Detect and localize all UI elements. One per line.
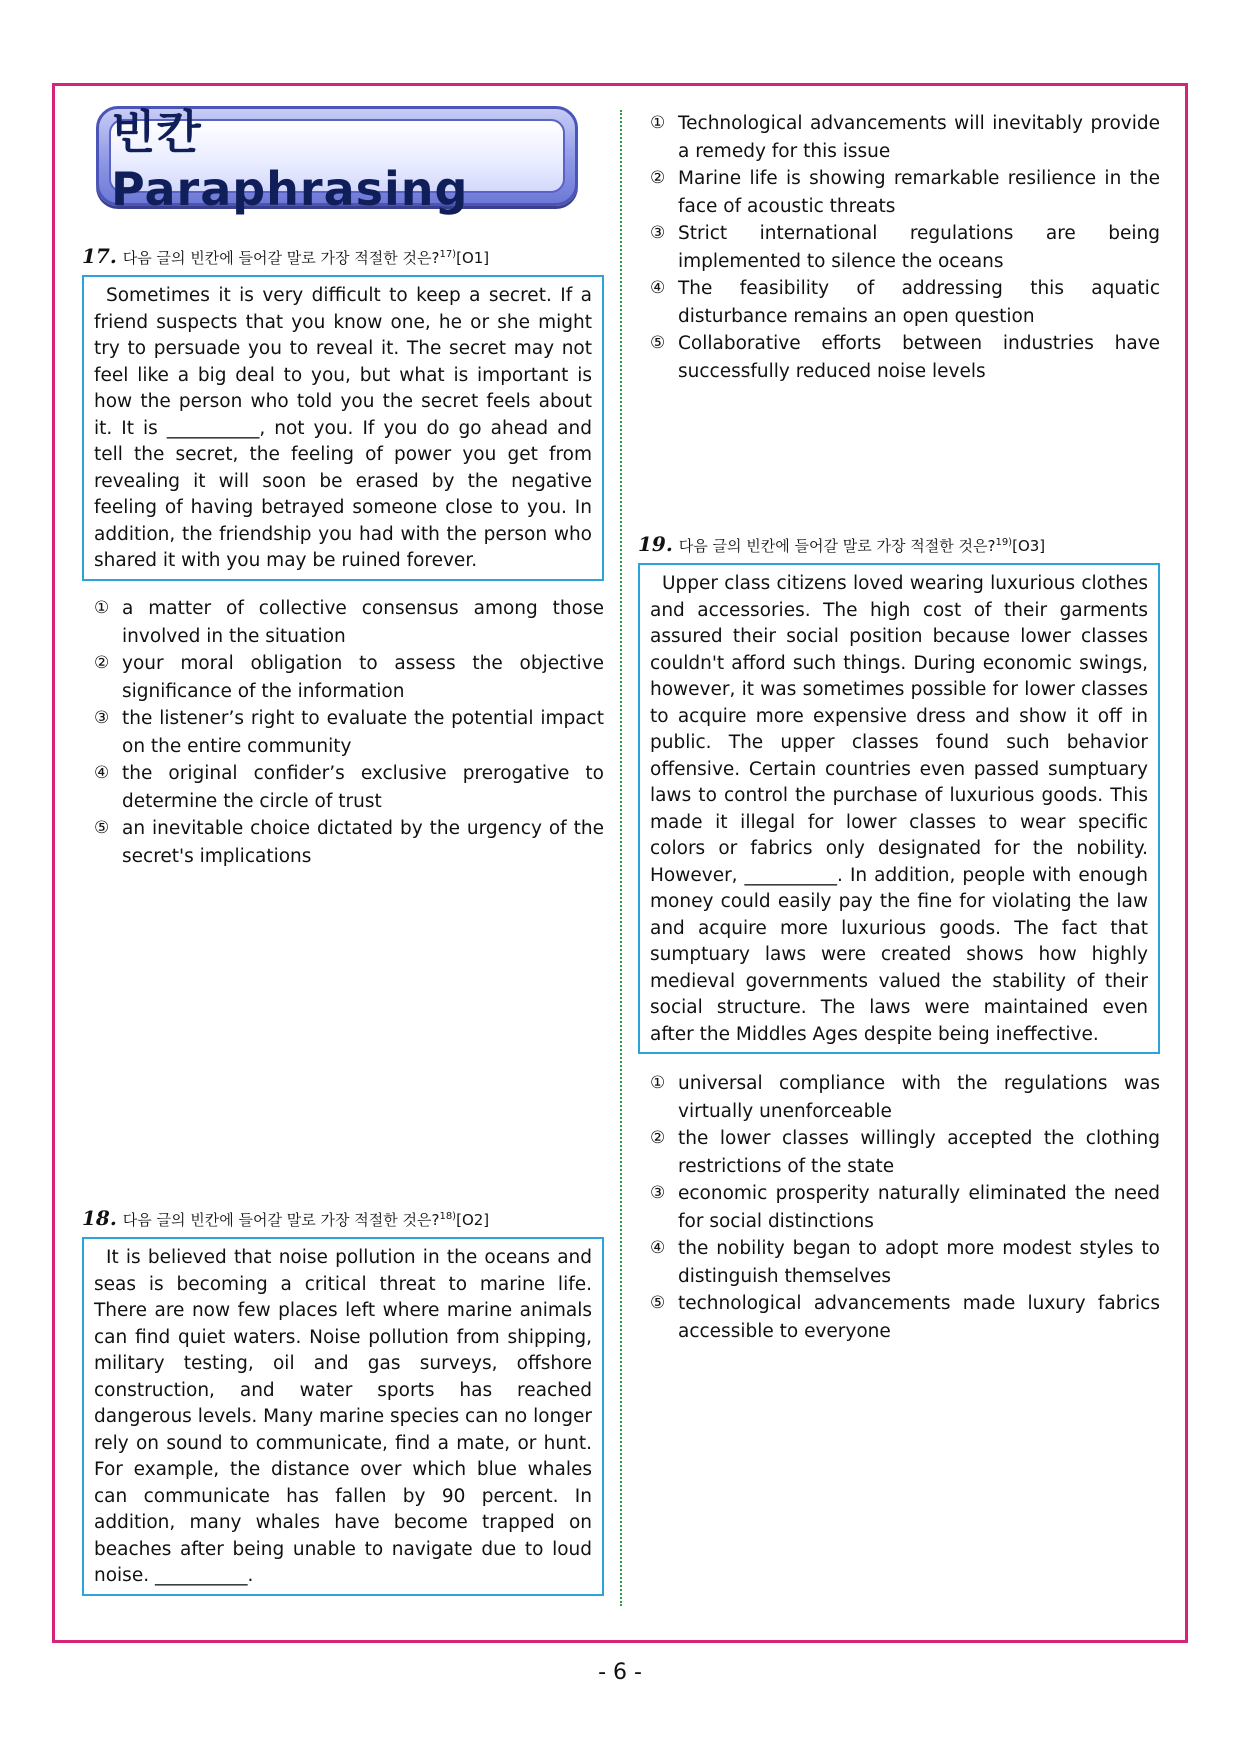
choice-marker: ⑤ [650, 333, 666, 353]
choice-marker: ④ [650, 278, 666, 298]
section-banner-inner [109, 105, 565, 216]
question-19-choice-2[interactable] [650, 1125, 1160, 1180]
choice-marker: ① [650, 1073, 666, 1093]
question-19-passage: Upper class citizens loved wearing luxurious clothes and accessories. The high cost of their garments assured their social position because lower classes couldn't afford such things. During economic swings, however, it was sometimes possible for lower classes to acquire more expensive dress and show it off in public. The upper classes found such behavior offensive. Certain countries even passed sumptuary laws to control the purchase of luxurious goods. This made it illegal for lower classes to wear specific colors or fabrics only designated for the nobility. However, __________. In addition, people with enough money could easily pay the fine for violating the law and acquire more luxurious goods. The fact that sumptuary laws were created shows how highly medieval governments valued the stability of their social structure. The laws were maintained even after the Middles Ages despite being ineffective. [650, 573, 1148, 1045]
page-number: - 6 - [598, 1660, 642, 1685]
choice-marker: ⑤ [650, 1293, 666, 1313]
choice-marker: ① [650, 113, 666, 133]
question-17-choice-5[interactable] [94, 815, 604, 870]
question-18-number: 18. [82, 1206, 117, 1230]
choice-marker: ② [650, 1128, 666, 1148]
choice-marker: ③ [94, 708, 110, 728]
choice-marker: ① [94, 598, 110, 618]
choice-text: the listener’s right to evaluate the potential impact on the entire community [122, 708, 604, 757]
choice-text: the nobility began to adopt more modest styles to distinguish themselves [678, 1238, 1160, 1287]
question-18-passage: It is believed that noise pollution in the oceans and seas is becoming a critical threat to marine life. There are now few places left where marine animals can find quiet waters. Noise pollution from shipping, military testing, oil and gas surveys, offshore construction, and water sports has reached dangerous levels. Many marine species can no longer rely on sound to communicate, find a mate, or hunt. For example, the distance over which blue whales can communicate has fallen by 90 percent. In addition, many whales have become trapped on beaches after being unable to navigate due to loud noise. __________. [94, 1247, 592, 1586]
question-17-ref-sup: 17) [439, 249, 457, 260]
choice-marker: ② [94, 653, 110, 673]
question-18-choices [650, 110, 1160, 385]
choice-text: your moral obligation to assess the objective significance of the information [122, 653, 604, 702]
choice-marker: ④ [94, 763, 110, 783]
question-18-choice-4[interactable] [650, 275, 1160, 330]
question-17-passage: Sometimes it is very difficult to keep a secret. If a friend suspects that you know one, he or she might try to persuade you to reveal it. The secret may not feel like a big deal to you, but what is important is how the person who told you the secret feels about it. It is __________, not you. If you do go ahead and tell the secret, the feeling of power you get from revealing it will soon be erased by the negative feeling of having betrayed someone close to you. In addition, the friendship you had with the person who shared it with you may be ruined forever. [94, 285, 592, 571]
choice-text: technological advancements made luxury fabrics accessible to everyone [678, 1293, 1160, 1342]
choice-text: an inevitable choice dictated by the urgency of the secret's implications [122, 818, 604, 867]
question-19-choice-1[interactable] [650, 1070, 1160, 1125]
question-19-choice-4[interactable] [650, 1235, 1160, 1290]
question-18-header [82, 1206, 489, 1230]
question-17-choice-4[interactable] [94, 760, 604, 815]
question-17-passage-box [82, 275, 604, 581]
question-18-choice-1[interactable] [650, 110, 1160, 165]
choice-text: a matter of collective consensus among those involved in the situation [122, 598, 604, 647]
choice-text: the original confider’s exclusive prerogative to determine the circle of trust [122, 763, 604, 812]
choice-text: economic prosperity naturally eliminated the need for social distinctions [678, 1183, 1160, 1232]
question-17-choice-1[interactable] [94, 595, 604, 650]
choice-text: Collaborative efforts between industries have successfully reduced noise levels [678, 333, 1160, 382]
question-18-passage-box [82, 1237, 604, 1596]
question-17-ref: [O1] [456, 249, 490, 267]
question-17-choice-2[interactable] [94, 650, 604, 705]
choice-text: universal compliance with the regulations was virtually unenforceable [678, 1073, 1160, 1122]
question-19-choice-3[interactable] [650, 1180, 1160, 1235]
question-17-header [82, 244, 489, 268]
question-19-header [638, 532, 1045, 556]
question-18-choice-3[interactable] [650, 220, 1160, 275]
question-19-ref: [O3] [1012, 537, 1046, 555]
question-19-choices [650, 1070, 1160, 1345]
column-divider [620, 110, 622, 1606]
section-banner [96, 105, 578, 216]
choice-marker: ③ [650, 1183, 666, 1203]
question-17-prompt: 다음 글의 빈칸에 들어갈 말로 가장 적절한 것은? [122, 249, 440, 267]
question-19-ref-sup: 19) [995, 537, 1013, 548]
section-title: 빈칸 Paraphrasing [111, 105, 469, 216]
question-19-number: 19. [638, 532, 673, 556]
choice-text: the lower classes willingly accepted the clothing restrictions of the state [678, 1128, 1160, 1177]
question-19-choice-5[interactable] [650, 1290, 1160, 1345]
question-18-choice-2[interactable] [650, 165, 1160, 220]
question-17-choices [94, 595, 604, 870]
question-19-prompt: 다음 글의 빈칸에 들어갈 말로 가장 적절한 것은? [678, 537, 996, 555]
question-17-choice-3[interactable] [94, 705, 604, 760]
question-18-ref: [O2] [456, 1211, 490, 1229]
choice-text: Marine life is showing remarkable resilience in the face of acoustic threats [678, 168, 1160, 217]
choice-text: The feasibility of addressing this aquatic disturbance remains an open question [678, 278, 1160, 327]
choice-marker: ② [650, 168, 666, 188]
choice-text: Technological advancements will inevitably provide a remedy for this issue [678, 113, 1160, 162]
question-18-prompt: 다음 글의 빈칸에 들어갈 말로 가장 적절한 것은? [122, 1211, 440, 1229]
question-17-number: 17. [82, 244, 117, 268]
choice-marker: ⑤ [94, 818, 110, 838]
choice-marker: ③ [650, 223, 666, 243]
question-18-choice-5[interactable] [650, 330, 1160, 385]
choice-text: Strict international regulations are being implemented to silence the oceans [678, 223, 1160, 272]
question-19-passage-box [638, 563, 1160, 1054]
question-18-ref-sup: 18) [439, 1211, 457, 1222]
choice-marker: ④ [650, 1238, 666, 1258]
